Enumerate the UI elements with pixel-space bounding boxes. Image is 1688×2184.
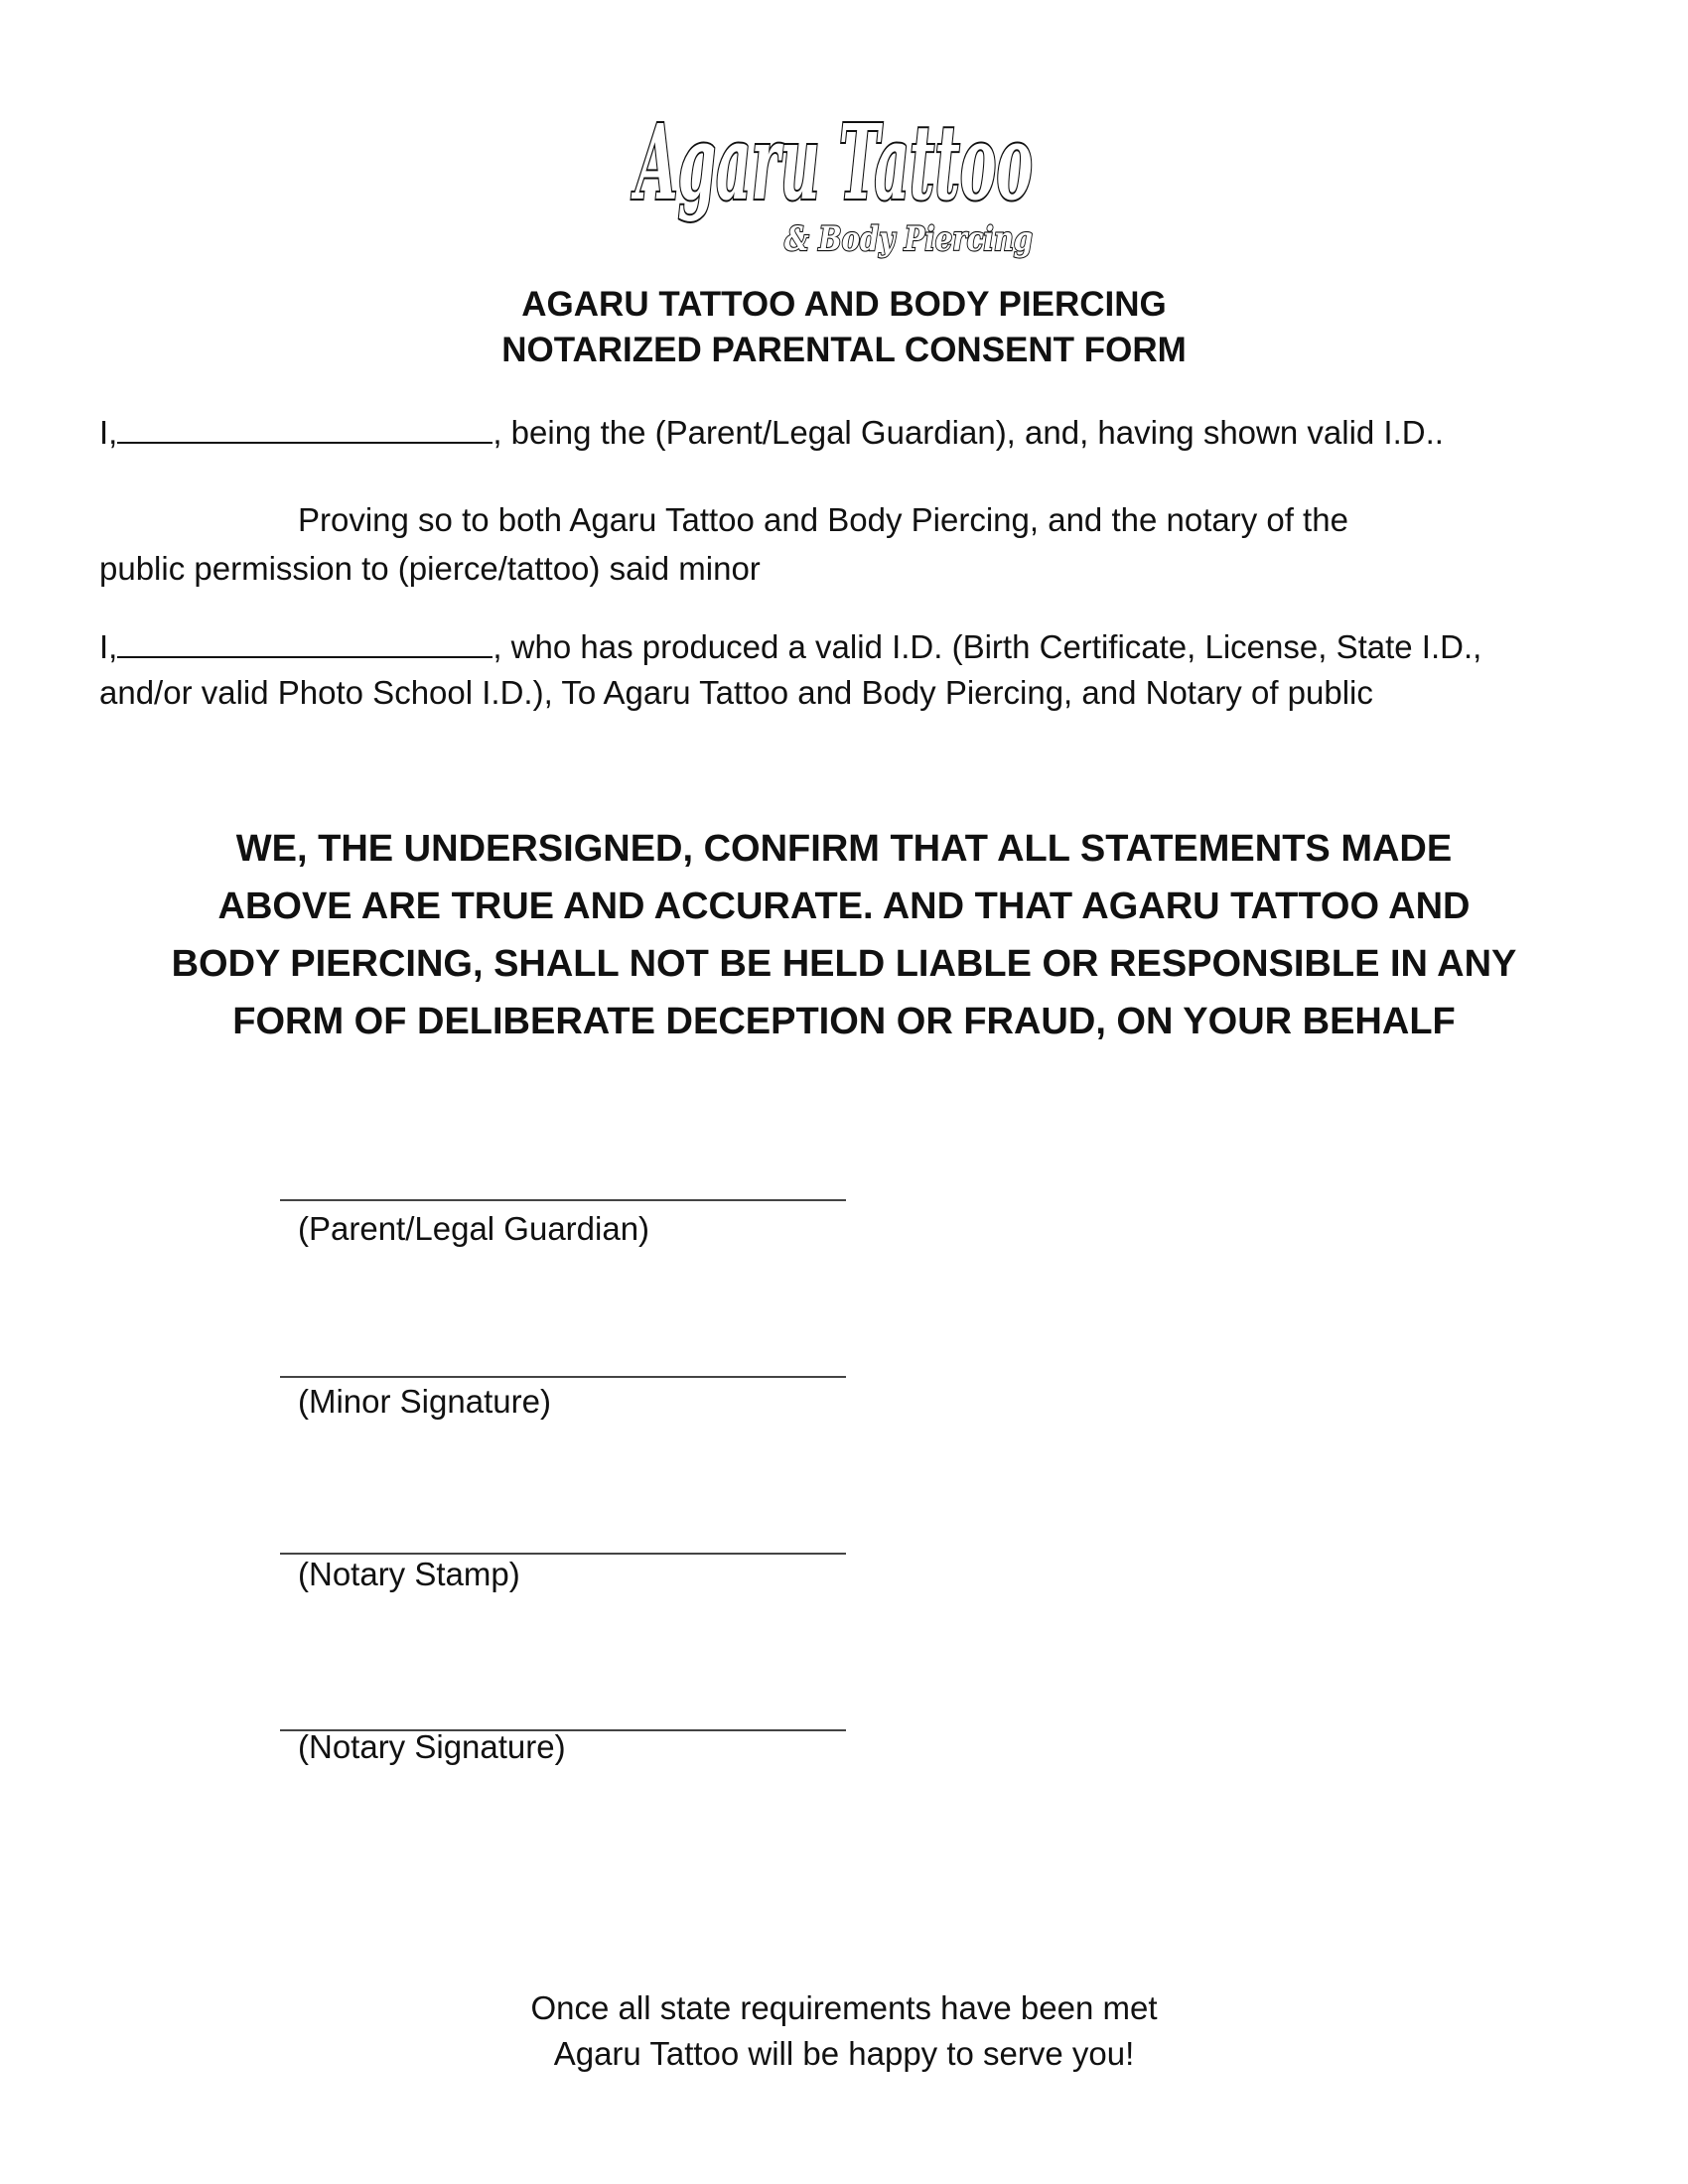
notary-signature-label: (Notary Signature) bbox=[298, 1728, 566, 1765]
footer-note bbox=[0, 1985, 1688, 2077]
form-title bbox=[0, 282, 1688, 373]
footer-line-1: Once all state requirements have been met bbox=[530, 1989, 1158, 2026]
parent-name-blank[interactable] bbox=[117, 414, 492, 444]
form-title-line-2: NOTARIZED PARENTAL CONSENT FORM bbox=[501, 331, 1187, 369]
declaration-line-2: ABOVE ARE TRUE AND ACCURATE. AND THAT AGARU TATTOO AND bbox=[217, 886, 1471, 927]
minor-name-blank[interactable] bbox=[117, 628, 492, 658]
agaru-tattoo-logo bbox=[626, 91, 1043, 260]
minor-clause-suffix: , who has produced a valid I.D. (Birth Certificate, License, State I.D., bbox=[492, 628, 1482, 665]
minor-clause-prefix: I, bbox=[99, 628, 118, 665]
declaration-line-1: WE, THE UNDERSIGNED, CONFIRM THAT ALL STATEMENTS MADE bbox=[235, 828, 1453, 870]
minor-clause-line-2: and/or valid Photo School I.D.), To Agaru Tattoo and Body Piercing, and Notary of public bbox=[99, 674, 1373, 711]
declaration-line-4: FORM OF DELIBERATE DECEPTION OR FRAUD, ON YOUR BEHALF bbox=[232, 1001, 1456, 1042]
logo-main-text: Agaru Tattoo bbox=[631, 101, 1033, 223]
permission-line-1: Proving so to both Agaru Tattoo and Body Piercing, and the notary of the bbox=[298, 501, 1348, 538]
logo-graphic bbox=[626, 91, 1043, 260]
parent-signature-label: (Parent/Legal Guardian) bbox=[298, 1210, 650, 1247]
footer-line-2: Agaru Tattoo will be happy to serve you! bbox=[553, 2035, 1135, 2072]
logo-sub-text: & Body Piercing bbox=[784, 219, 1033, 259]
notary-stamp-label: (Notary Stamp) bbox=[298, 1556, 520, 1592]
parent-clause-prefix: I, bbox=[99, 414, 118, 451]
minor-signature-line[interactable] bbox=[280, 1376, 846, 1378]
liability-declaration bbox=[79, 820, 1609, 1050]
form-title-line-1: AGARU TATTOO AND BODY PIERCING bbox=[521, 285, 1167, 324]
minor-signature-label: (Minor Signature) bbox=[298, 1383, 551, 1420]
declaration-line-3: BODY PIERCING, SHALL NOT BE HELD LIABLE OR RESPONSIBLE IN ANY bbox=[171, 943, 1517, 985]
parent-clause bbox=[99, 411, 1444, 455]
permission-line-2: public permission to (pierce/tattoo) said minor bbox=[99, 550, 761, 587]
minor-clause bbox=[99, 625, 1481, 669]
parent-clause-suffix: , being the (Parent/Legal Guardian), and, having shown valid I.D.. bbox=[492, 414, 1444, 451]
parent-signature-line[interactable] bbox=[280, 1199, 846, 1201]
